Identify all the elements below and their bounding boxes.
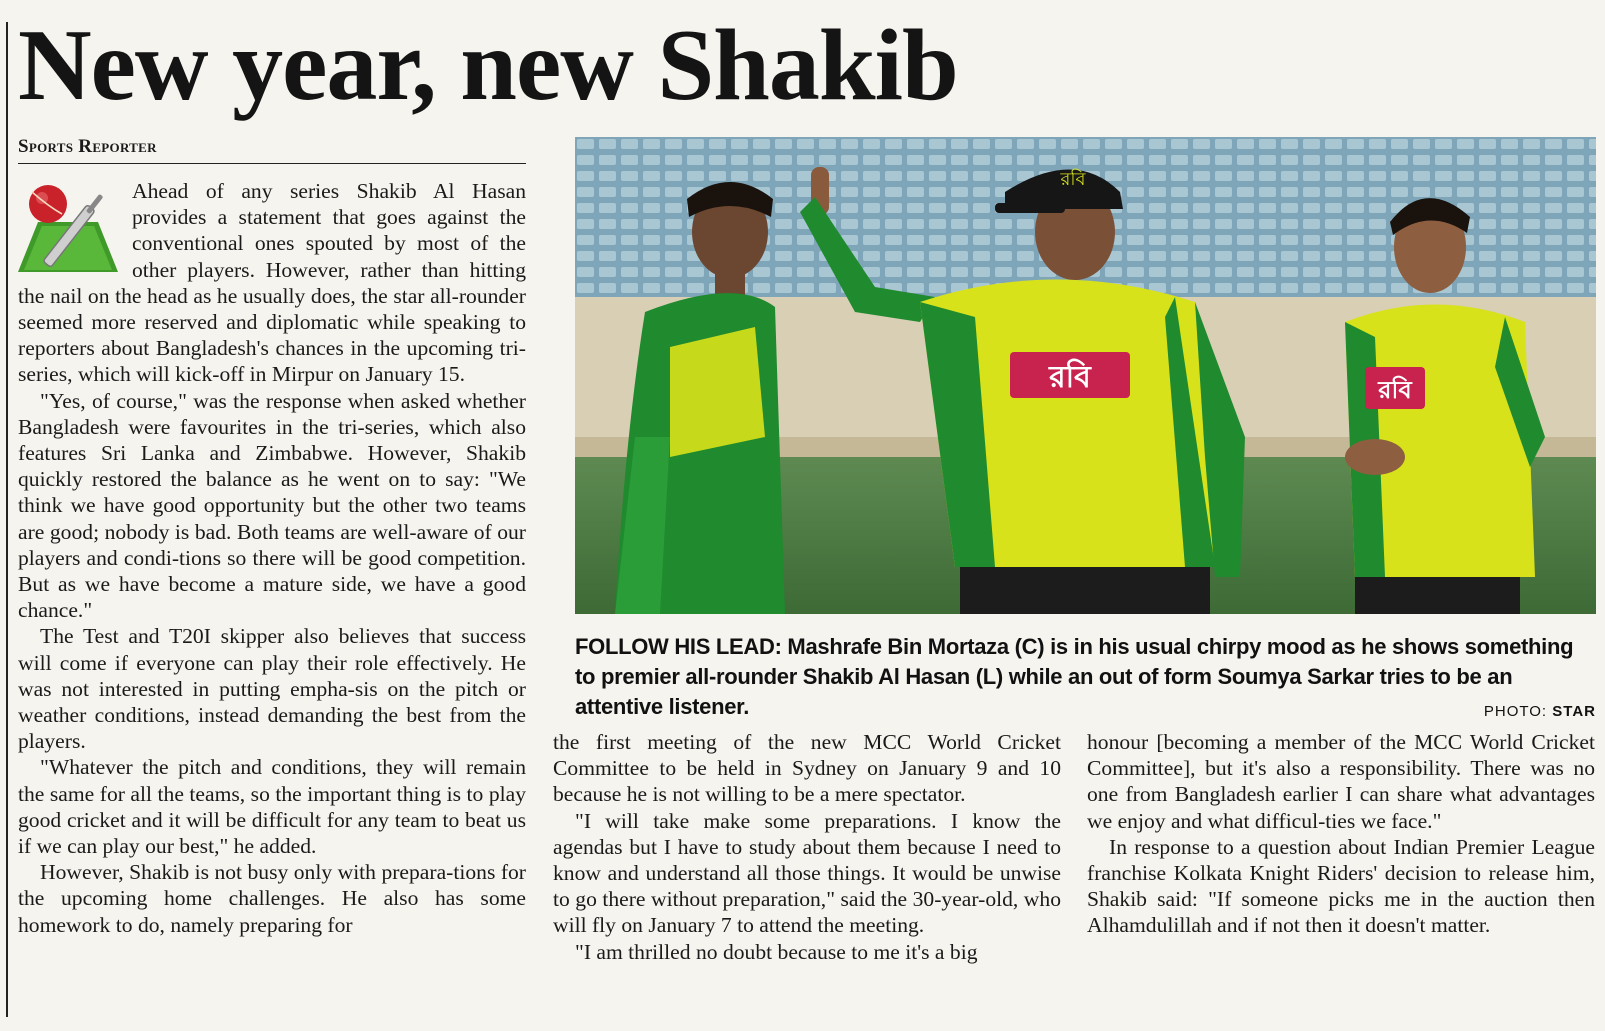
paragraph: "Yes, of course," was the response when asked whether Bangladesh were favourites in the tri-series, which also features Sri Lanka and Zimbabwe. However, Shakib quickly restored the balance as he went on to say: "We think we have good opportunity but the other two teams are good; nobody is bad. Both teams are well-aware of our players and condi-tions so there will be good competition. But as we have become a mature side, we have a good chance." xyxy=(18,388,526,623)
jersey-sponsor-text: রবি xyxy=(1049,360,1091,395)
photo-credit xyxy=(1380,703,1596,720)
paragraph: "Whatever the pitch and conditions, they will remain the same for all the teams, so the important thing is to play good cricket and it will be difficult for any team to beat us if we can play our best," he added. xyxy=(18,755,526,859)
paragraph: However, Shakib is not busy only with prepara-tions for the upcoming home challenges. He also has some homework to do, namely preparing for xyxy=(18,860,526,937)
paragraph: Ahead of any series Shakib Al Hasan provides a statement that goes against the conventional ones spouted by most of the other players. However, rather than hitting the nail on the head as he usually does, the star all-rounder seemed more reserved and diplomatic while speaking to reporters about Bangladesh's chances in the upcoming tri-series, which will kick-off in Mirpur on January 15. xyxy=(18,179,526,387)
paragraph: "I will take make some preparations. I know the agendas but I have to study about them because I need to know and understand all those things. It would be unwise to go there without preparation," said the 30-year-old, who will fly on January 7 to attend the meeting. xyxy=(553,808,1061,938)
paragraph: In response to a question about Indian Premier League franchise Kolkata Knight Riders' decision to release him, Shakib said: "If someone picks me in the auction then Alhamdulillah and if not then it doesn't matter. xyxy=(1087,834,1595,938)
team-practice-photo xyxy=(575,137,1596,614)
article-column-2 xyxy=(553,729,1061,965)
photo-credit-source: STAR xyxy=(1552,703,1596,720)
left-column-rule xyxy=(6,22,8,1017)
photo-illustration xyxy=(575,137,1596,614)
headline: New year, new Shakib xyxy=(18,9,958,122)
article-column-1 xyxy=(18,178,526,938)
article-column-3 xyxy=(1087,729,1595,939)
paragraph: honour [becoming a member of the MCC World Cricket Committee], but it's also a responsibility. There was no one from Bangladesh earlier I can share what advantages we enjoy and what difficul-ties we face." xyxy=(1087,730,1595,833)
photo-caption: FOLLOW HIS LEAD: Mashrafe Bin Mortaza (C) is in his usual chirpy mood as he shows something to premier all-rounder Shakib Al Hasan (L) while an out of form Soumya Sarkar tries to be an attentive listener. xyxy=(575,634,1574,719)
photo-credit-label: PHOTO: xyxy=(1483,703,1548,720)
jersey-sponsor-text-right: রবি xyxy=(1378,376,1412,404)
paragraph: "I am thrilled no doubt because to me it's a big xyxy=(575,939,978,964)
cap-logo-text: রবি xyxy=(1060,169,1086,190)
cricket-ball-bat-icon xyxy=(18,180,118,282)
paragraph: the first meeting of the new MCC World Cricket Committee to be held in Sydney on January 9 and 10 because he is not willing to be a mere spectator. xyxy=(553,730,1061,807)
paragraph: The Test and T20I skipper also believes that success will come if everyone can play their role effectively. He was not interested in putting empha-sis on the pitch or weather conditions, instead demanding the best from the players. xyxy=(18,624,526,754)
byline: Sports Reporter xyxy=(18,136,526,164)
